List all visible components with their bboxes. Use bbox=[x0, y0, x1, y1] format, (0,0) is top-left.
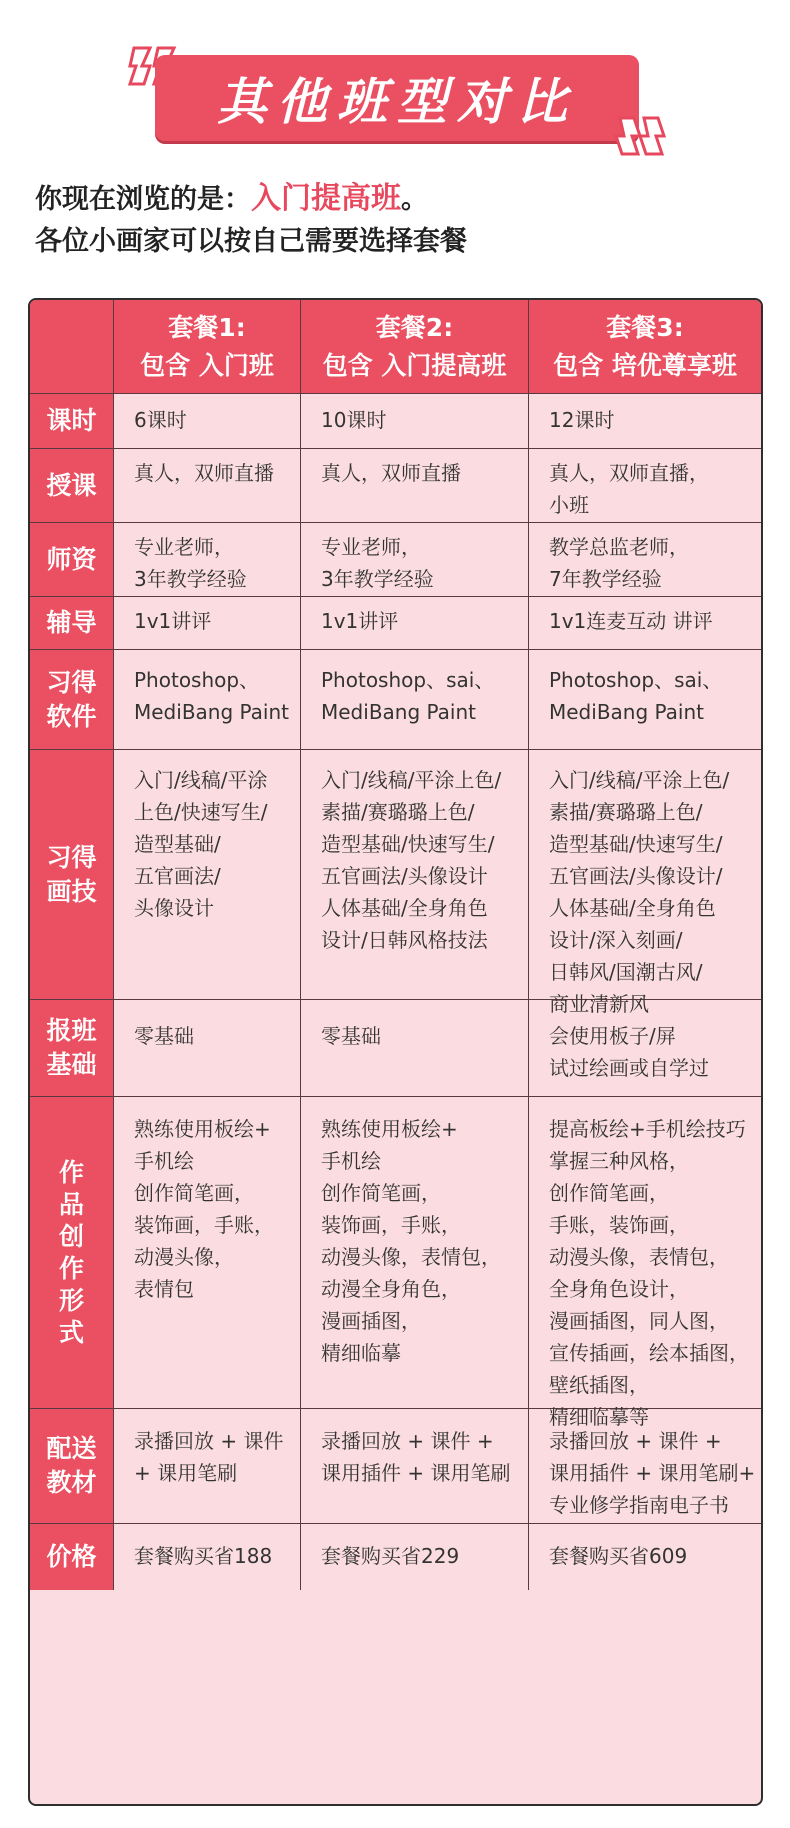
table-row-teachers bbox=[30, 523, 761, 597]
corner-cell bbox=[30, 300, 114, 393]
row-label: 师资 bbox=[30, 523, 114, 596]
table-cell: 入门/线稿/平涂上色/ 素描/赛璐璐上色/ 造型基础/快速写生/ 五官画法/头像设计/ 人体基础/全身角色 设计/深入刻画/ 日韩风/国潮古风/ 商业清新风 bbox=[549, 768, 730, 1016]
table-cell: 会使用板子/屏 试过绘画或自学过 bbox=[549, 1024, 709, 1080]
table-cell: 专业老师， 3年教学经验 bbox=[301, 523, 529, 596]
table-cell: 真人，双师直播， 小班 bbox=[549, 461, 709, 517]
column-header-package-3 bbox=[529, 300, 761, 393]
table-cell: 教学总监老师， 7年教学经验 bbox=[549, 535, 689, 591]
table-cell: Photoshop、sai、 MediBang Paint bbox=[301, 650, 529, 749]
table-cell: 零基础 bbox=[114, 1000, 301, 1096]
table-cell: 熟练使用板绘+ 手机绘 创作简笔画， 装饰画，手账， 动漫头像， 表情包 bbox=[114, 1097, 301, 1408]
comparison-table bbox=[28, 298, 763, 1806]
table-cell: 真人，双师直播 bbox=[301, 449, 529, 522]
table-cell: 1v1连麦互动 讲评 bbox=[549, 609, 713, 633]
table-row-prerequisite bbox=[30, 1000, 761, 1097]
row-label: 习得 画技 bbox=[30, 750, 114, 999]
title-bar bbox=[155, 55, 639, 141]
table-row-materials bbox=[30, 1409, 761, 1524]
column-header-package-1 bbox=[114, 300, 301, 393]
column-header-subtitle: 包含 入门班 bbox=[140, 350, 274, 380]
column-header-title: 套餐1: bbox=[168, 312, 246, 342]
table-cell: 套餐购买省188 bbox=[114, 1524, 301, 1590]
title-banner bbox=[0, 0, 790, 150]
intro-suffix: 。 bbox=[401, 184, 428, 215]
table-cell: 专业老师， 3年教学经验 bbox=[114, 523, 301, 596]
page-title: 其他班型对比 bbox=[217, 73, 577, 131]
table-header-row bbox=[30, 300, 761, 394]
table-cell: 入门/线稿/平涂上色/ 素描/赛璐璐上色/ 造型基础/快速写生/ 五官画法/头像设计 人体基础/全身角色 设计/日韩风格技法 bbox=[301, 750, 529, 999]
right-quote-icon bbox=[614, 110, 666, 162]
table-cell: Photoshop、 MediBang Paint bbox=[114, 650, 301, 749]
row-label: 辅导 bbox=[30, 597, 114, 649]
column-header-title: 套餐3: bbox=[606, 312, 684, 342]
table-cell: 熟练使用板绘+ 手机绘 创作简笔画， 装饰画，手账， 动漫头像，表情包， 动漫全身角色， 漫画插图， 精细临摹 bbox=[301, 1097, 529, 1408]
column-header-subtitle: 包含 入门提高班 bbox=[322, 350, 507, 380]
table-row-hours bbox=[30, 394, 761, 449]
table-cell: 录播回放 + 课件 + 课用插件 + 课用笔刷 bbox=[301, 1409, 529, 1523]
intro-line-1 bbox=[35, 178, 755, 221]
row-label: 价格 bbox=[30, 1524, 114, 1590]
table-row-price bbox=[30, 1524, 761, 1590]
table-row-tutoring bbox=[30, 597, 761, 650]
table-cell: 录播回放 + 课件 + 课用插件 + 课用笔刷+ 专业修学指南电子书 bbox=[549, 1429, 756, 1517]
table-cell: 1v1讲评 bbox=[114, 597, 301, 649]
table-cell: 套餐购买省229 bbox=[301, 1524, 529, 1590]
table-row-works bbox=[30, 1097, 761, 1429]
table-cell: 零基础 bbox=[301, 1000, 529, 1096]
intro-text bbox=[35, 178, 755, 263]
table-cell: 6课时 bbox=[114, 394, 301, 448]
column-header-package-2 bbox=[301, 300, 529, 393]
table-row-skills bbox=[30, 750, 761, 1016]
column-header-subtitle: 包含 培优尊享班 bbox=[553, 350, 737, 380]
table-cell: 12课时 bbox=[549, 408, 615, 432]
row-label: 配送 教材 bbox=[30, 1409, 114, 1523]
intro-line-2: 各位小画家可以按自己需要选择套餐 bbox=[35, 226, 467, 257]
table-cell: 入门/线稿/平涂 上色/快速写生/ 造型基础/ 五官画法/ 头像设计 bbox=[114, 750, 301, 999]
row-label: 报班 基础 bbox=[30, 1000, 114, 1096]
table-cell: 10课时 bbox=[301, 394, 529, 448]
column-header-title: 套餐2: bbox=[375, 312, 454, 342]
row-label: 习得 软件 bbox=[30, 650, 114, 749]
table-cell: 提高板绘+手机绘技巧 掌握三种风格， 创作简笔画， 手账，装饰画， 动漫头像，表情包， 全身角色设计， 漫画插图，同人图， 宣传插画，绘本插图， 壁纸插图， 精细临摹等 bbox=[549, 1117, 749, 1429]
table-cell: 真人，双师直播 bbox=[114, 449, 301, 522]
table-row-software bbox=[30, 650, 761, 750]
table-cell: 套餐购买省609 bbox=[549, 1544, 688, 1568]
table-cell: 1v1讲评 bbox=[301, 597, 529, 649]
table-row-teaching bbox=[30, 449, 761, 523]
intro-prefix: 你现在浏览的是： bbox=[35, 184, 251, 215]
current-class-name: 入门提高班 bbox=[251, 181, 401, 216]
table-cell: 录播回放 + 课件 + 课用笔刷 bbox=[114, 1409, 301, 1523]
row-label: 授课 bbox=[30, 449, 114, 522]
row-label: 作 品 创 作 形 式 bbox=[30, 1097, 114, 1408]
row-label: 课时 bbox=[30, 394, 114, 448]
table-cell: Photoshop、sai、 MediBang Paint bbox=[549, 668, 723, 724]
